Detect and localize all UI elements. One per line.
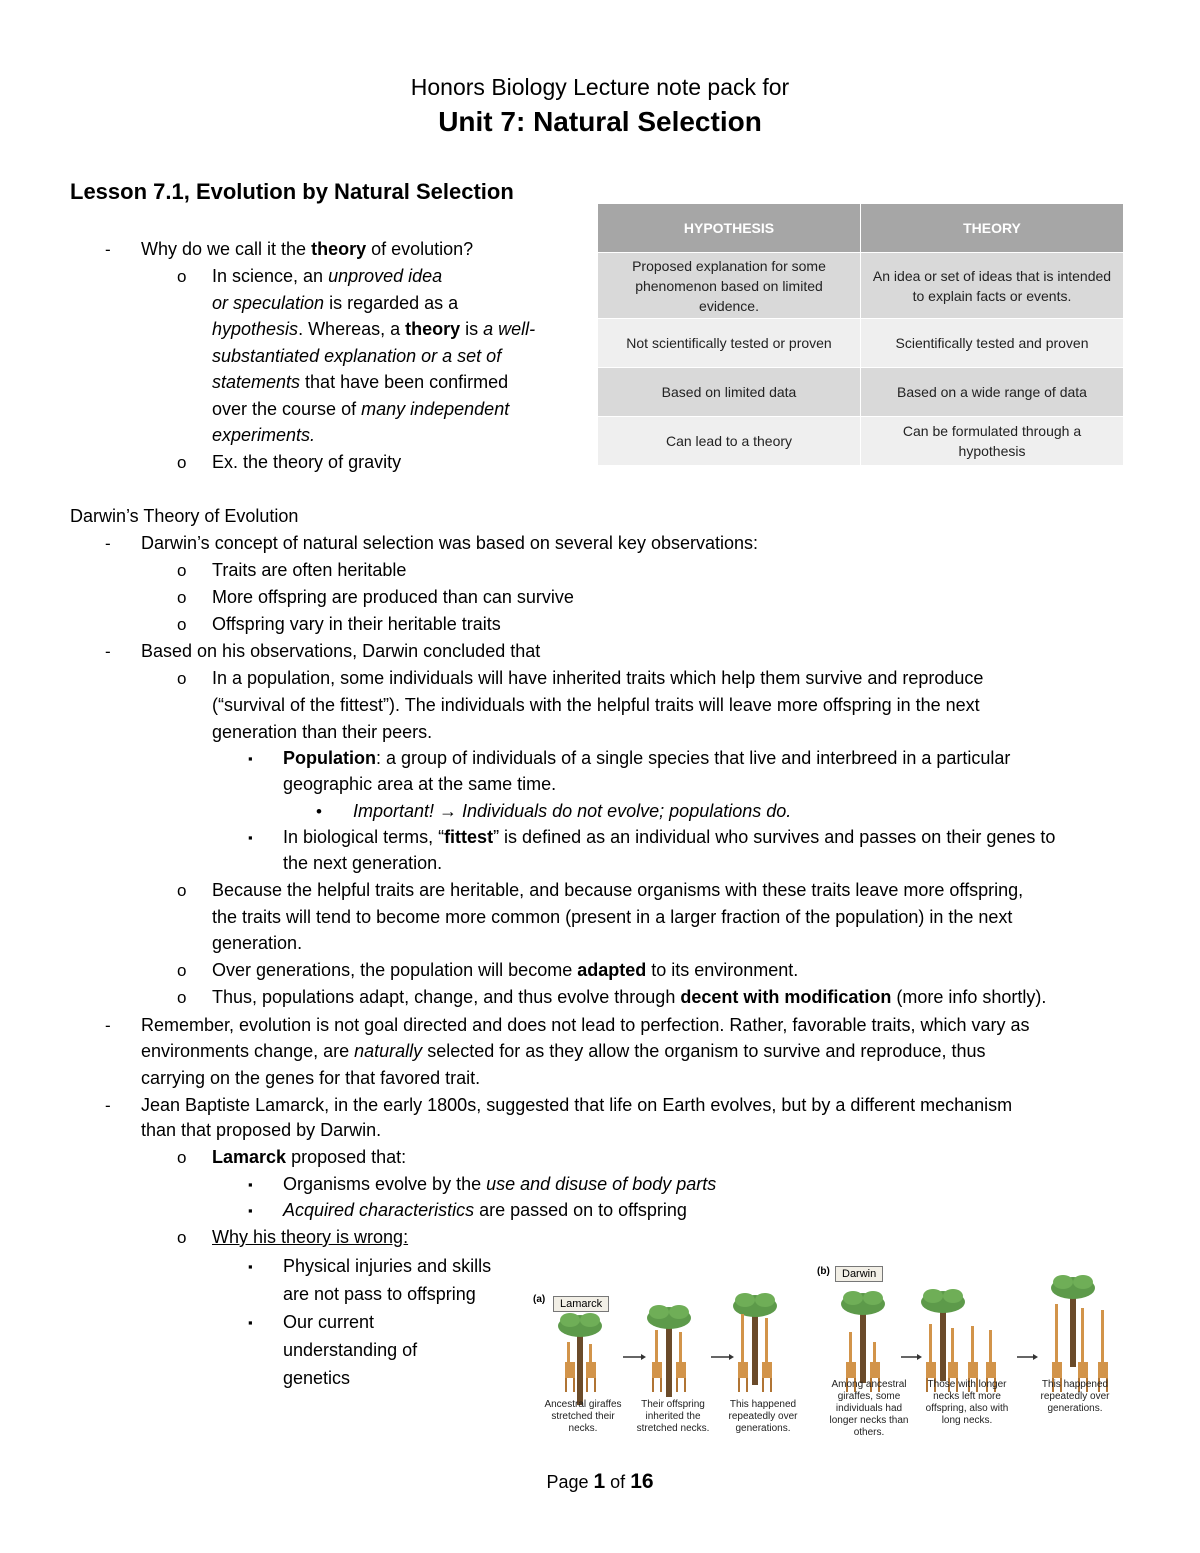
list-item: Based on his observations, Darwin concluded that	[141, 641, 541, 661]
figure-caption: Their offspring inherited the stretched necks.	[636, 1399, 710, 1434]
list-item: understanding of	[283, 1340, 418, 1360]
figure-caption: Ancestral giraffes stretched their necks.	[544, 1399, 622, 1434]
intro-line: hypothesis. Whereas, a theory is a well-	[212, 319, 536, 339]
intro-question: Why do we call it the theory of evolution?	[141, 239, 474, 259]
list-item: (“survival of the fittest”). The individuals with the helpful traits will leave more offspring in the next	[212, 695, 980, 715]
giraffe-figure	[533, 1262, 1123, 1442]
list-item: carrying on the genes for that favored trait.	[141, 1068, 481, 1088]
dash-marker: -	[105, 240, 111, 259]
list-item: Lamarck proposed that:	[212, 1147, 407, 1167]
dash-marker: -	[105, 642, 111, 661]
intro-line: over the course of many independent	[212, 399, 510, 419]
circle-marker: o	[177, 1148, 187, 1167]
list-item: Traits are often heritable	[212, 560, 407, 580]
list-item: Darwin’s concept of natural selection was based on several key observations:	[141, 533, 759, 553]
square-marker: ▪	[248, 1259, 253, 1274]
table-cell: Not scientifically tested or proven	[598, 319, 861, 368]
section-heading: Darwin’s Theory of Evolution	[70, 506, 299, 526]
figure-letter-b: (b)	[817, 1266, 830, 1277]
list-item: Our current	[283, 1312, 375, 1332]
figure-caption: This happened repeatedly over generations.	[728, 1399, 798, 1434]
square-marker: ▪	[248, 1177, 253, 1192]
intro-example: Ex. the theory of gravity	[212, 452, 402, 472]
list-item: In a population, some individuals will have inherited traits which help them survive and reproduce	[212, 668, 984, 688]
list-item: Jean Baptiste Lamarck, in the early 1800s, suggested that life on Earth evolves, but by a different mechanism	[141, 1095, 1013, 1115]
bullet-marker: •	[316, 802, 322, 821]
dash-marker: -	[105, 534, 111, 553]
important-note: Important! → Individuals do not evolve; populations do.	[353, 801, 792, 821]
intro-line: experiments.	[212, 425, 316, 445]
table-header: THEORY	[861, 204, 1124, 253]
circle-marker: o	[177, 453, 187, 472]
definition-population: Population: a group of individuals of a single species that live and interbreed in a particular	[283, 748, 1011, 768]
circle-marker: o	[177, 988, 187, 1007]
list-item: Why his theory is wrong:	[212, 1227, 409, 1247]
intro-line: statements that have been confirmed	[212, 372, 509, 392]
list-item: Because the helpful traits are heritable, and because organisms with these traits leave more offspring,	[212, 880, 1024, 900]
list-item: generation.	[212, 933, 303, 953]
page-footer: Page 1 of 16	[546, 1470, 654, 1493]
list-item: Organisms evolve by the use and disuse of body parts	[283, 1174, 717, 1194]
figure-caption: Those with longer necks left more offspring, also with long necks.	[925, 1379, 1009, 1426]
circle-marker: o	[177, 669, 187, 688]
list-item: the next generation.	[283, 853, 443, 873]
list-item: genetics	[283, 1368, 351, 1388]
figure-letter-a: (a)	[533, 1294, 546, 1305]
circle-marker: o	[177, 588, 187, 607]
list-item: the traits will tend to become more common (present in a larger fraction of the population) in the next	[212, 907, 1013, 927]
table-cell: Proposed explanation for some phenomenon based on limited evidence.	[598, 253, 861, 319]
lesson-title: Lesson 7.1, Evolution by Natural Selection	[70, 179, 514, 204]
list-item: Over generations, the population will become adapted to its environment.	[212, 960, 799, 980]
list-item: Acquired characteristics are passed on to offspring	[283, 1200, 687, 1220]
intro-line: In science, an unproved idea	[212, 266, 443, 286]
list-item: Physical injuries and skills	[283, 1256, 492, 1276]
darwin-panel	[841, 1275, 1108, 1392]
list-item: Thus, populations adapt, change, and thus evolve through decent with modification (more info shortly).	[212, 987, 1047, 1007]
circle-marker: o	[177, 881, 187, 900]
table-header: HYPOTHESIS	[598, 204, 861, 253]
hypothesis-theory-table	[597, 203, 1124, 466]
circle-marker: o	[177, 961, 187, 980]
intro-line: or speculation is regarded as a	[212, 293, 459, 313]
darwin-label: Darwin	[835, 1266, 883, 1282]
square-marker: ▪	[248, 1203, 253, 1218]
square-marker: ▪	[248, 830, 253, 845]
figure-caption: This happened repeatedly over generations.	[1040, 1379, 1110, 1414]
circle-marker: o	[177, 615, 187, 634]
list-item: Remember, evolution is not goal directed and does not lead to perfection. Rather, favorable traits, which vary as	[141, 1015, 1030, 1035]
table-cell: An idea or set of ideas that is intended to explain facts or events.	[861, 253, 1124, 319]
square-marker: ▪	[248, 1315, 253, 1330]
list-item: generation than their peers.	[212, 722, 433, 742]
lamarck-label: Lamarck	[553, 1296, 609, 1312]
table-cell: Based on a wide range of data	[861, 368, 1124, 417]
page-total: 16	[630, 1470, 654, 1493]
figure-caption: Among ancestral giraffes, some individuals had longer necks than others.	[829, 1379, 909, 1438]
circle-marker: o	[177, 1228, 187, 1247]
intro-line: substantiated explanation or a set of	[212, 346, 502, 366]
list-item: than that proposed by Darwin.	[141, 1120, 382, 1140]
square-marker: ▪	[248, 751, 253, 766]
circle-marker: o	[177, 267, 187, 286]
dash-marker: -	[105, 1096, 111, 1115]
list-item: More offspring are produced than can survive	[212, 587, 574, 607]
table-cell: Scientifically tested and proven	[861, 319, 1124, 368]
list-item: Offspring vary in their heritable traits	[212, 614, 501, 634]
table-cell: Can be formulated through a hypothesis	[861, 417, 1124, 466]
header-line-1: Honors Biology Lecture note pack for	[410, 74, 790, 100]
list-item: environments change, are naturally selected for as they allow the organism to survive and reproduce, thus	[141, 1041, 986, 1061]
list-item: geographic area at the same time.	[283, 774, 557, 794]
table-cell: Can lead to a theory	[598, 417, 861, 466]
page-title: Unit 7: Natural Selection	[438, 106, 762, 137]
definition-fittest: In biological terms, “fittest” is defined as an individual who survives and passes on their genes to	[283, 827, 1056, 847]
dash-marker: -	[105, 1016, 111, 1035]
list-item: are not pass to offspring	[283, 1284, 476, 1304]
circle-marker: o	[177, 561, 187, 580]
table-cell: Based on limited data	[598, 368, 861, 417]
page-number: 1	[593, 1470, 606, 1493]
